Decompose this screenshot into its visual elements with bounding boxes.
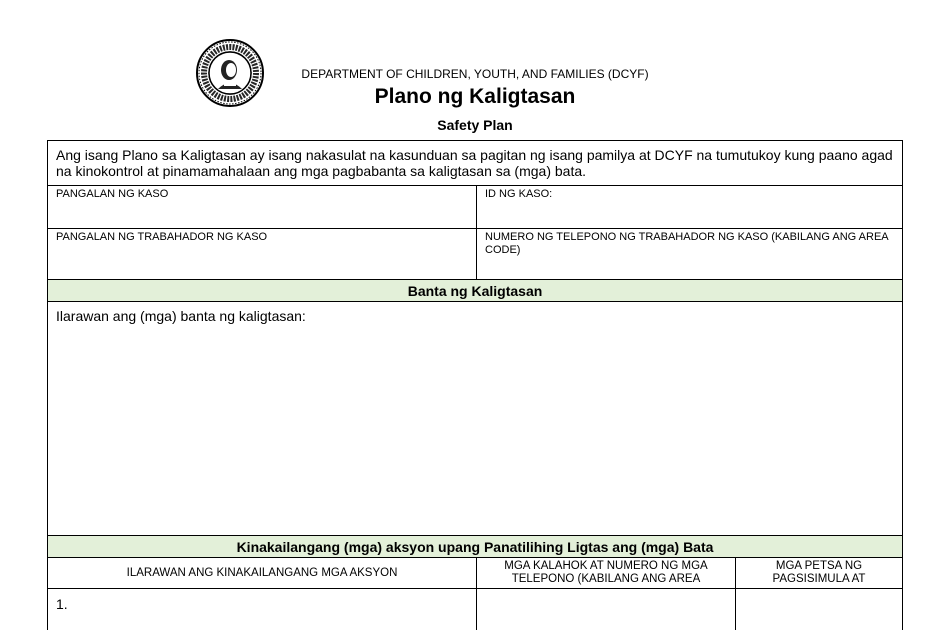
actions-section-header xyxy=(48,536,902,558)
case-info-row xyxy=(48,186,902,229)
case-id-label: ID NG KASO: xyxy=(485,188,553,200)
page-subtitle: Safety Plan xyxy=(437,117,513,133)
worker-name-label: PANGALAN NG TRABAHADOR NG KASO xyxy=(56,231,268,243)
actions-column-headers xyxy=(48,558,902,589)
department-name: DEPARTMENT OF CHILDREN, YOUTH, AND FAMILIES (DCYF) xyxy=(301,67,649,81)
dates-field[interactable] xyxy=(735,589,902,630)
case-id-field[interactable] xyxy=(476,186,902,228)
worker-name-field[interactable] xyxy=(48,229,476,279)
threats-describe-row xyxy=(48,302,902,536)
column-header-actions: ILARAWAN ANG KINAKAILANGANG MGA AKSYON xyxy=(126,566,398,579)
page-title: Plano ng Kaligtasan xyxy=(374,85,576,108)
threats-section-header xyxy=(48,280,902,302)
threats-describe-label: Ilarawan ang (mga) banta ng kaligtasan: xyxy=(56,308,306,324)
worker-phone-label: NUMERO NG TELEPONO NG TRABAHADOR NG KASO (KABILANG ANG AREA CODE) xyxy=(485,231,889,256)
safety-plan-form xyxy=(47,140,903,630)
action-item-number: 1. xyxy=(56,596,68,612)
threats-section-title: Banta ng Kaligtasan xyxy=(407,282,543,299)
column-header-dates: MGA PETSA NG PAGSISIMULA AT xyxy=(735,558,902,588)
intro-row xyxy=(48,141,902,186)
threats-describe-field[interactable] xyxy=(48,302,314,535)
action-item-row xyxy=(48,589,902,630)
worker-phone-field[interactable] xyxy=(476,229,902,279)
action-item-field[interactable] xyxy=(48,589,476,630)
column-header-participants: MGA KALAHOK AT NUMERO NG MGA TELEPONO (KABILANG ANG AREA xyxy=(476,558,735,588)
intro-text: Ang isang Plano sa Kaligtasan ay isang nakasulat na kasunduan sa pagitan ng isang pamilya at DCYF na tumutukoy kung paano agad na kinokontrol at pinamamahalaan ang mga pagbabanta sa kaligtasan sa (mga) bata. xyxy=(56,147,893,179)
worker-info-row xyxy=(48,229,902,280)
actions-section-title: Kinakailangang (mga) aksyon upang Panatilihing Ligtas ang (mga) Bata xyxy=(236,538,714,555)
participants-field[interactable] xyxy=(476,589,735,630)
case-name-field[interactable] xyxy=(48,186,476,228)
case-name-label: PANGALAN NG KASO xyxy=(56,188,169,200)
washington-state-seal-icon xyxy=(196,39,264,107)
